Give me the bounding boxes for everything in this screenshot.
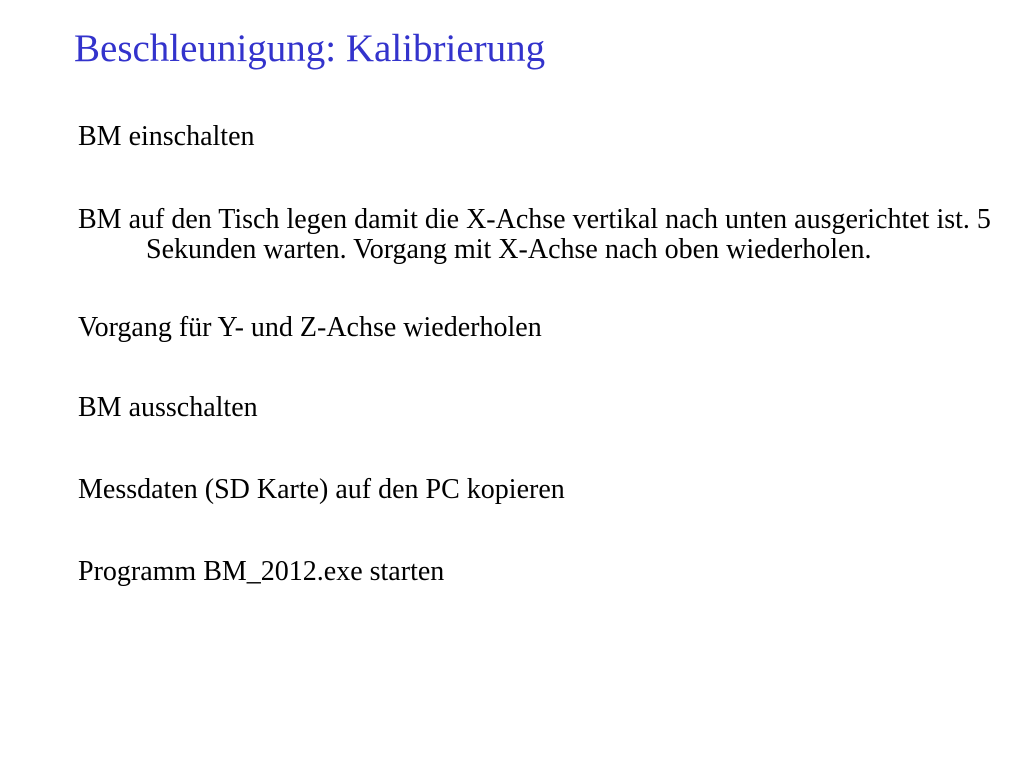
- step-text: Messdaten (SD Karte) auf den PC kopieren: [78, 474, 565, 505]
- step-text: BM einschalten: [78, 121, 255, 152]
- slide-title: Beschleunigung: Kalibrierung: [74, 27, 546, 70]
- step-text: Vorgang für Y- und Z-Achse wiederholen: [78, 312, 542, 343]
- step-text: Programm BM_2012.exe starten: [78, 556, 445, 587]
- step-text: BM auf den Tisch legen damit die X-Achse vertikal nach unten ausgerichtet ist. 5 Sekunden warten. Vorgang mit X-Achse nach oben wiederholen.: [78, 204, 991, 265]
- step-text: BM ausschalten: [78, 392, 258, 423]
